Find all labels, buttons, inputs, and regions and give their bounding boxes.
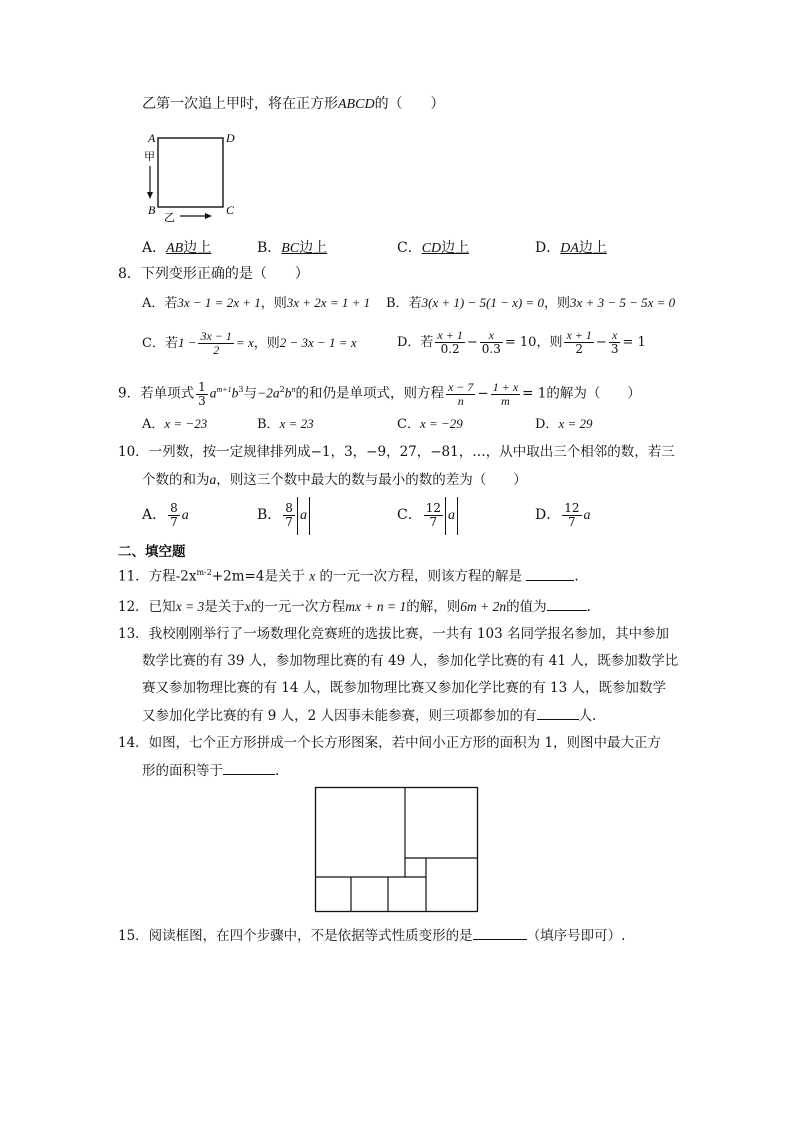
frac-num: x <box>480 329 503 343</box>
frac-den: 2 <box>213 343 220 357</box>
q8-stem: 8．下列变形正确的是（ ） <box>118 266 309 282</box>
option-var: a <box>583 508 591 523</box>
q9-mono1-b: b <box>231 385 239 401</box>
q12-b: 是关于 <box>204 599 245 615</box>
q9-mono2: −2a <box>257 385 280 401</box>
q9-mono1-b-sup: 3 <box>238 385 244 394</box>
option-key: C． <box>397 507 422 523</box>
frac-den: 3 <box>198 393 206 408</box>
frac-num: 1 <box>198 379 206 394</box>
q11-eq-base: -2x <box>175 568 197 585</box>
frac-num: 8 <box>170 500 178 515</box>
q9-key: 9．若单项式 <box>118 385 195 402</box>
q8-option-a[interactable] <box>142 293 370 314</box>
option-frac <box>168 502 180 529</box>
q8d-frac2 <box>480 329 503 356</box>
option-frac <box>283 502 295 529</box>
q12-eq: mx + n = 1 <box>345 599 407 614</box>
q15-stem <box>118 925 625 946</box>
option-key: D．若 <box>397 335 434 350</box>
q11-var: x <box>309 568 316 584</box>
q12-end: . <box>586 599 591 615</box>
q12-a: 12．已知 <box>118 599 176 615</box>
q8b-cond: 3(x + 1) − 5(1 − x) = 0 <box>421 295 545 310</box>
q13-line1: 13．我校刚刚举行了一场数理化竞赛班的选拔比赛，一共有 103 名同学报名参加，其中参加 <box>118 626 670 642</box>
q7-option-b[interactable] <box>257 238 327 259</box>
q8c-tail: = x <box>235 335 254 350</box>
q9-option-d[interactable] <box>535 414 592 435</box>
q9-frac1 <box>446 381 475 408</box>
frac-den: m <box>501 393 510 408</box>
q9-option-c[interactable] <box>397 414 463 435</box>
q11-eq-rest: +2m=4 <box>211 568 265 585</box>
section-fill-blank-title: 二、填空题 <box>118 544 186 560</box>
q9-mono2-b-sup: n <box>291 385 296 394</box>
option-val: x = 29 <box>558 416 593 431</box>
frac-den: n <box>457 393 464 408</box>
q11-b: 是关于 <box>264 568 305 585</box>
option-text: 边上 <box>578 240 607 256</box>
option-abs-var: a <box>445 497 458 535</box>
q10-line2a: 个数的和为 <box>142 472 210 488</box>
q9-minus: − <box>477 385 489 402</box>
frac-den: 0.2 <box>440 342 460 356</box>
frac-num: 12 <box>564 500 580 515</box>
q10-var: a <box>209 472 217 487</box>
frac-num: x + 1 <box>566 328 592 342</box>
option-key: B． <box>257 417 280 432</box>
option-frac <box>424 502 443 529</box>
frac-den: 0.3 <box>481 342 501 356</box>
q9-frac2 <box>491 381 520 408</box>
label-c: C <box>226 203 235 217</box>
q15-a: 15．阅读框图，在四个步骤中，不是依据等式性质变形的是 <box>118 928 473 944</box>
option-key: A． <box>142 507 167 523</box>
q12-cond: x = 3 <box>175 599 205 614</box>
q7-stem-start: 乙第一次追上甲时，将在正方形 <box>142 96 338 112</box>
frac-den: 7 <box>429 514 438 529</box>
q7-stem-var: ABCD <box>338 97 375 112</box>
option-var: CD <box>421 241 442 256</box>
q7-option-d[interactable] <box>535 238 607 259</box>
arrow-down-head <box>147 192 153 199</box>
q11-answer-blank[interactable] <box>526 566 574 581</box>
q8d-frac3 <box>564 329 593 356</box>
q12-e: 的值为 <box>506 599 547 615</box>
q7-stem <box>142 94 445 115</box>
q14-rectangle-figure <box>314 786 480 914</box>
q12-stem <box>118 596 591 617</box>
frac-num: x <box>609 329 621 343</box>
q14-line2 <box>142 760 279 781</box>
q8d-frac4 <box>609 329 621 356</box>
q14-line1: 14．如图，七个正方形拼成一个长方形图案，若中间小正方形的面积为 1，则图中最大正方 <box>118 735 662 751</box>
option-val: x = 23 <box>279 416 314 431</box>
q15-b: （填序号即可）. <box>526 928 626 944</box>
frac-den: 7 <box>170 514 178 529</box>
q8a-cond: 3x − 1 = 2x + 1 <box>177 295 261 310</box>
option-key: D． <box>535 240 561 256</box>
q12-answer-blank[interactable] <box>547 596 587 611</box>
option-val: x = −23 <box>164 416 208 431</box>
q12-c: 的一元一次方程 <box>250 599 346 615</box>
q12-var: x <box>244 599 251 614</box>
q13-line3: 赛又参加物理比赛的有 14 人，既参加物理比赛又参加化学比赛的有 13 人，既参加数学 <box>142 680 667 696</box>
option-var: DA <box>560 241 579 256</box>
frac-num: x + 1 <box>437 328 463 342</box>
q9-rest: 的和仍是单项式，则方程 <box>295 385 444 402</box>
option-key: A． <box>142 417 165 432</box>
q8d-eq1: = 10 <box>504 335 537 350</box>
q9-tail: 的解为（ ） <box>546 385 641 402</box>
frac-num: 3x − 1 <box>200 329 232 343</box>
q13-answer-blank[interactable] <box>537 705 579 720</box>
q13-line4b: 人. <box>578 708 597 724</box>
label-yi: 乙 <box>164 212 175 224</box>
option-key: A． <box>142 240 167 256</box>
q14-answer-blank[interactable] <box>223 760 275 775</box>
q9-mono1: a <box>209 385 217 401</box>
label-a: A <box>148 131 156 145</box>
q8c-fraction <box>198 330 233 357</box>
q9-mono2-sup: 2 <box>279 385 285 394</box>
q12-d: 的解，则 <box>406 599 461 615</box>
q10-line1: 10．一列数，按一定规律排列成−1，3，−9，27，−81，…，从中取出三个相邻的数，若三 <box>118 444 675 460</box>
q7-stem-end: 的（ ） <box>374 96 445 112</box>
q8-option-b[interactable] <box>386 293 675 314</box>
option-key: C． <box>397 417 420 432</box>
option-key: A．若 <box>142 296 178 311</box>
option-text: 边上 <box>183 240 212 256</box>
q10-option-a[interactable] <box>142 496 189 534</box>
q13-line4a: 又参加化学比赛的有 9 人，2 人因事未能参赛，则三项都参加的有 <box>142 708 537 724</box>
q14-line2b: . <box>275 763 280 779</box>
option-var: a <box>181 508 189 523</box>
frac-num: 8 <box>285 500 293 515</box>
frac-den: 7 <box>285 514 293 529</box>
q8d-eq2: = 1 <box>622 335 646 350</box>
q11-eq-sup: m-2 <box>196 568 212 577</box>
q9-stem <box>118 372 641 408</box>
q9-mono1-sup: m+1 <box>216 385 232 394</box>
q10-line2 <box>142 470 527 490</box>
q7-option-c[interactable] <box>397 238 469 259</box>
option-frac <box>562 502 581 529</box>
q8c-res: 2 − 3x − 1 = x <box>279 335 357 350</box>
q8-option-d[interactable] <box>397 325 646 361</box>
option-key: B．若 <box>386 296 422 311</box>
option-key: D． <box>535 417 559 432</box>
arrow-right-head <box>205 213 212 219</box>
option-text: 边上 <box>299 240 328 256</box>
option-key: B． <box>257 507 282 523</box>
q8c-mid: ，则 <box>253 336 280 351</box>
frac-den: 3 <box>610 342 619 356</box>
q11-a: 11．方程 <box>118 568 176 585</box>
option-text: 边上 <box>441 240 470 256</box>
q8a-res: 3x + 2x = 1 + 1 <box>286 295 371 310</box>
q10-line2b: ，则这三个数中最大的数与最小的数的差为（ ） <box>216 472 527 488</box>
label-d: D <box>226 131 235 145</box>
q15-answer-blank[interactable] <box>473 925 527 940</box>
q13-line4 <box>142 705 596 726</box>
q9-coef <box>196 381 208 408</box>
q10-option-b[interactable] <box>257 496 310 534</box>
option-var: BC <box>281 241 300 256</box>
q7-square-figure <box>138 128 248 224</box>
q13-line2: 数学比赛的有 39 人，参加物理比赛的有 49 人，参加化学比赛的有 41 人，既参加数学比 <box>142 653 679 669</box>
option-key: D． <box>535 507 561 523</box>
q11-c: 的一元一次方程，则该方程的解是 <box>319 568 523 585</box>
option-key: C．若 <box>142 336 178 351</box>
square-abcd <box>158 138 223 207</box>
q7-option-a[interactable] <box>142 238 211 259</box>
q8a-mid: ，则 <box>260 296 287 311</box>
q14-line2a: 形的面积等于 <box>142 763 223 779</box>
q8d-minus: − <box>466 335 478 350</box>
label-b: B <box>148 203 156 217</box>
option-var: AB <box>166 241 184 256</box>
label-jia: 甲 <box>144 151 155 163</box>
q8-option-c[interactable] <box>142 325 357 361</box>
q8d-frac1 <box>435 329 464 356</box>
q9-option-b[interactable] <box>257 414 314 435</box>
frac-num: 12 <box>425 500 441 515</box>
q8b-res: 3x + 3 − 5 − 5x = 0 <box>570 295 676 310</box>
q9-option-a[interactable] <box>142 414 207 435</box>
q11-end: . <box>574 568 579 585</box>
q8c-lead: 1 − <box>177 335 197 350</box>
q8d-minus2: − <box>595 335 607 350</box>
q9-eq: = 1 <box>522 385 547 402</box>
option-abs-var: a <box>297 497 310 535</box>
q9-with: 与 <box>243 385 258 402</box>
q12-expr: 6m + 2n <box>460 599 507 614</box>
q10-option-d[interactable] <box>535 496 591 534</box>
option-val: x = −29 <box>419 416 463 431</box>
frac-den: 2 <box>575 342 583 356</box>
q11-stem <box>118 563 579 587</box>
frac-num: x − 7 <box>447 379 474 394</box>
option-key: B． <box>257 240 282 256</box>
frac-num: 1 + x <box>492 379 519 394</box>
q8b-mid: ，则 <box>544 296 571 311</box>
q8d-mid: ，则 <box>536 335 563 350</box>
q10-option-c[interactable] <box>397 496 458 534</box>
outer-rectangle <box>316 788 478 912</box>
q9-mono2-b: b <box>284 385 292 401</box>
option-key: C． <box>397 240 422 256</box>
frac-den: 7 <box>568 514 576 529</box>
